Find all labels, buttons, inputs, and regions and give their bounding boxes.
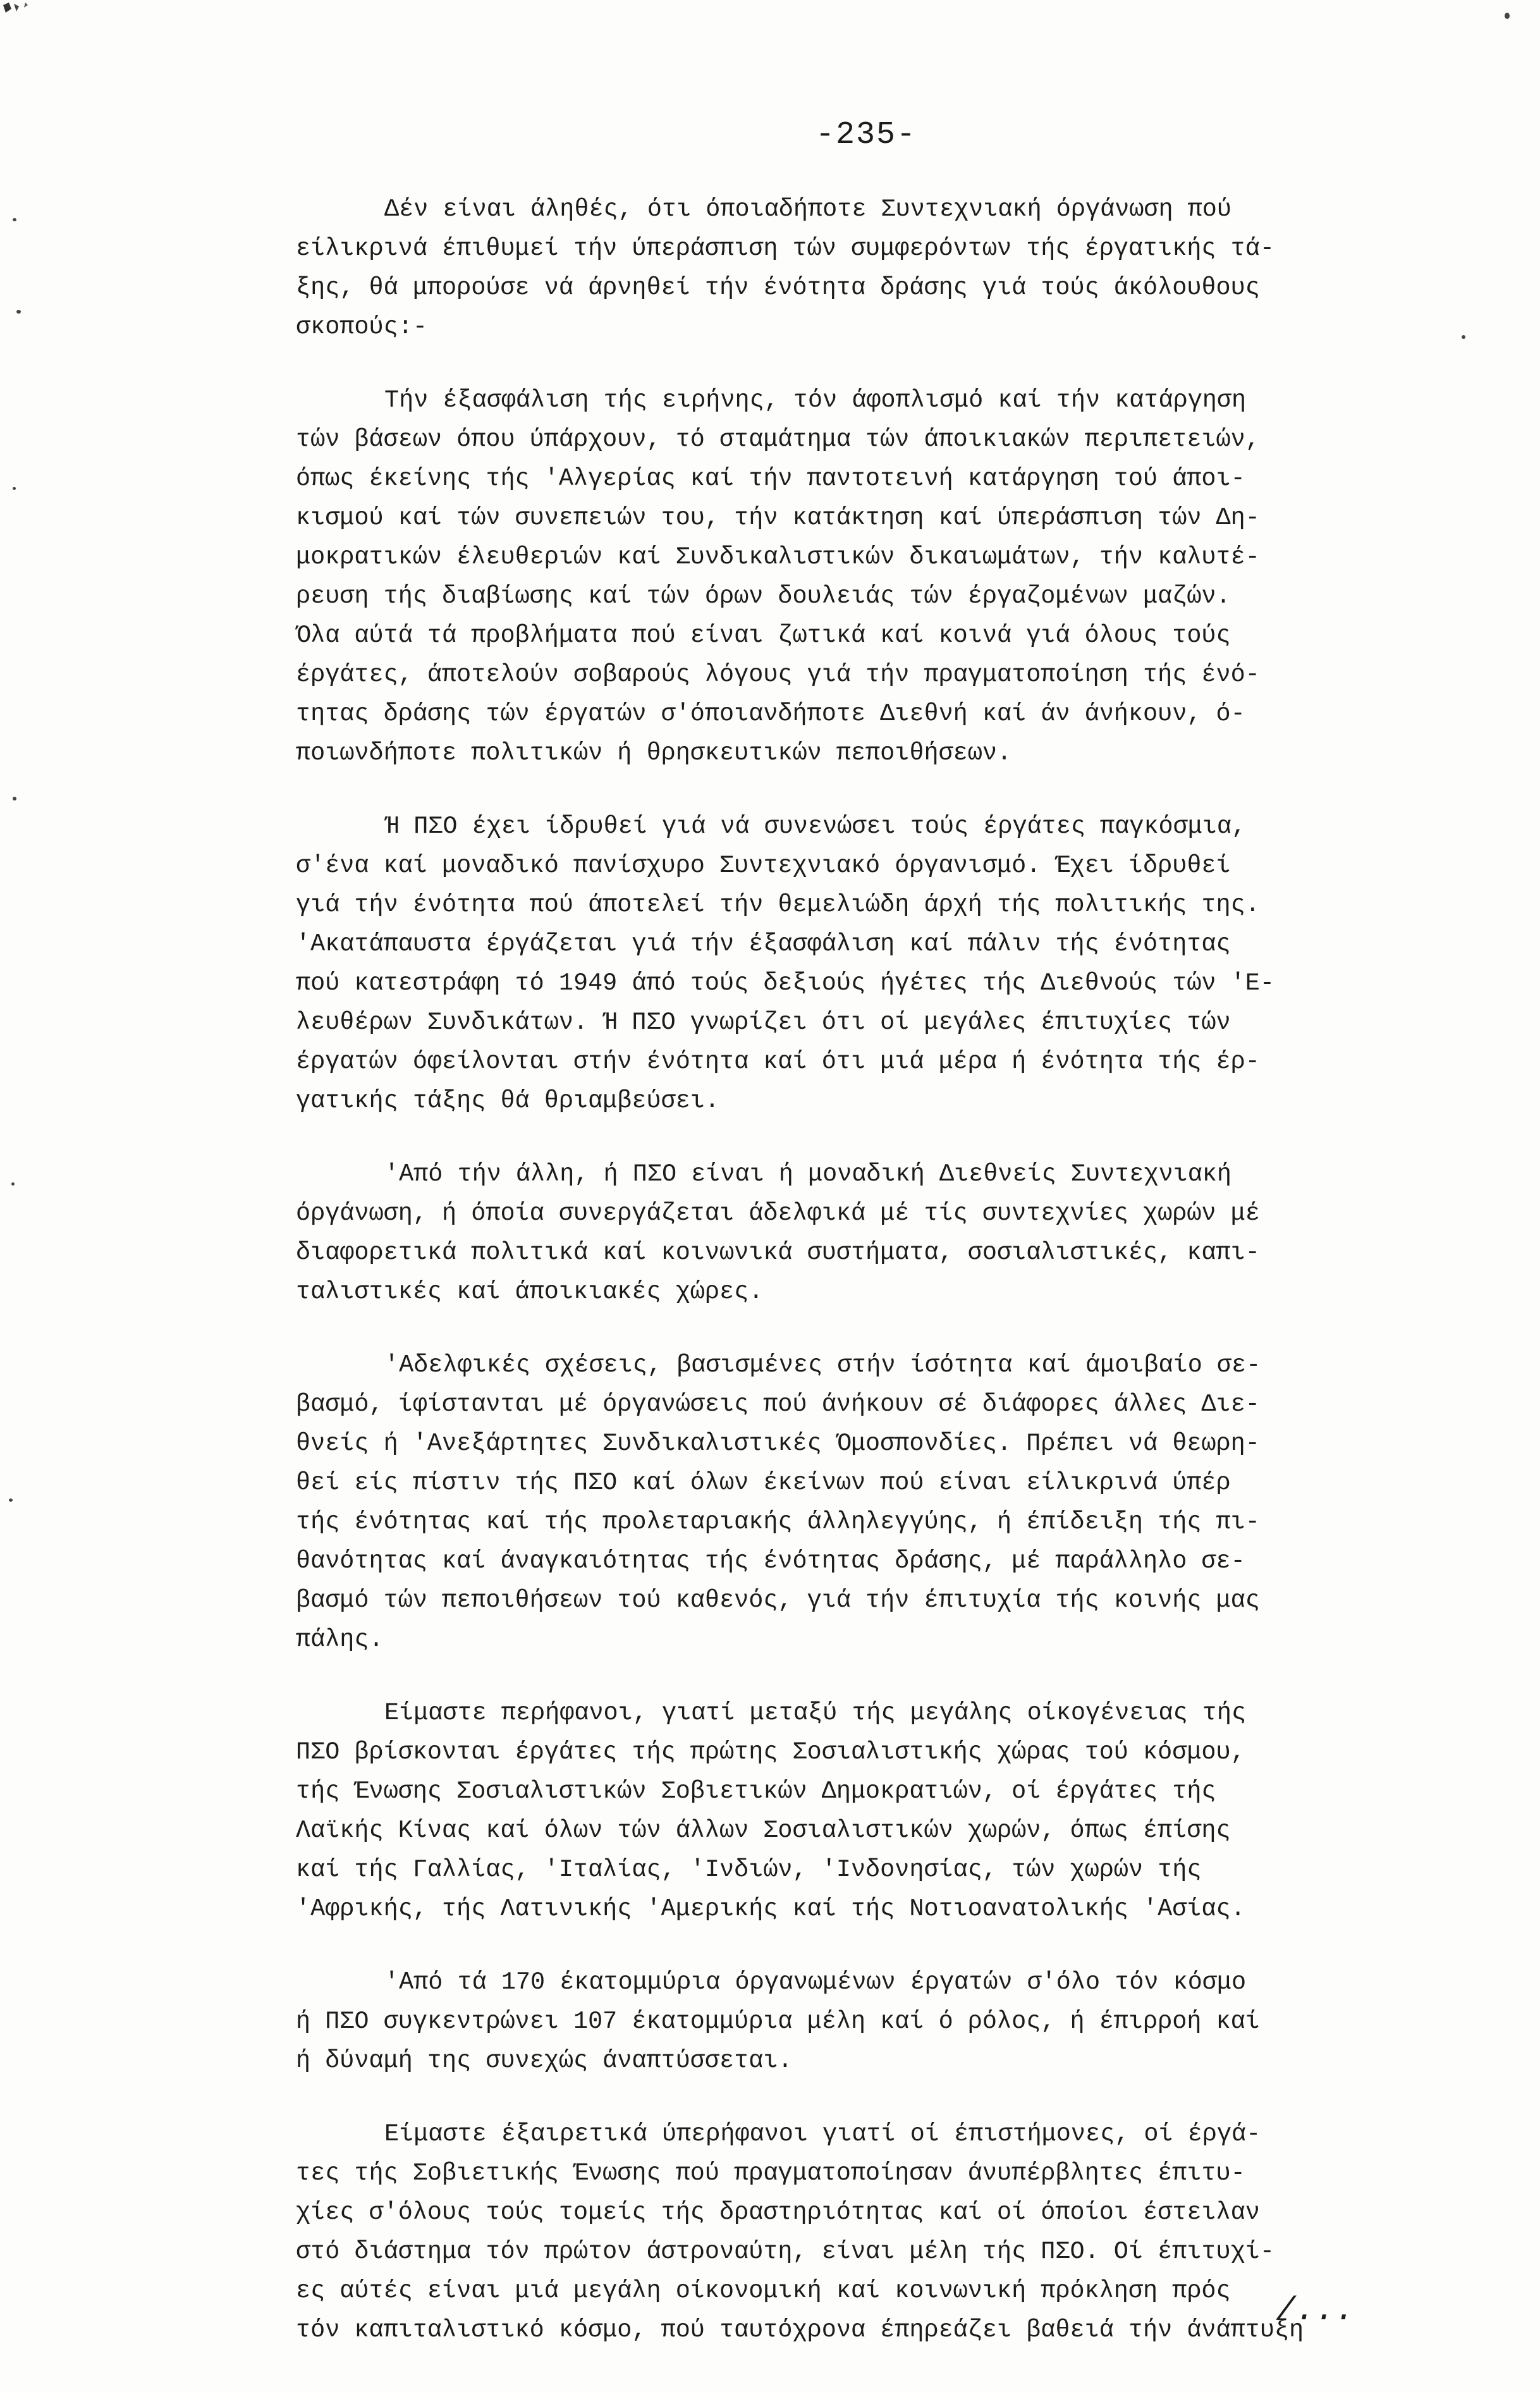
text-line: σ'ένα καί μοναδικό πανίσχυρο Συντεχνιακό όργανισμό. Έχει ίδρυθεί [296, 852, 1231, 880]
text-line: 'Αφρικής, τής Λατινικής 'Αμερικής καί τής Νοτιοανατολικής 'Ασίας. [296, 1895, 1245, 1923]
text-line: 'Αδελφικές σχέσεις, βασισμένες στήν ίσότητα καί άμοιβαίο σε- [384, 1351, 1261, 1379]
text-line: γιά τήν ένότητα πού άποτελεί τήν θεμελιώδη άρχή τής πολιτικής της. [296, 891, 1260, 919]
text-line: τόν καπιταλιστικό κόσμο, πού ταυτόχρονα έπηρεάζει βαθειά τήν άνάπτυξη [296, 2316, 1304, 2344]
text-line: λευθέρων Συνδικάτων. Ή ΠΣΟ γνωρίζει ότι οί μεγάλες έπιτυχίες τών [296, 1009, 1231, 1036]
text-line: τών βάσεων όπου ύπάρχουν, τό σταμάτημα τών άποικιακών περιπετειών, [296, 426, 1260, 453]
scan-speck [16, 310, 21, 314]
text-line: 'Ακατάπαυστα έργάζεται γιά τήν έξασφάλιση καί πάλιν τής ένότητας [296, 930, 1231, 958]
text-line: Τήν έξασφάλιση τής ειρήνης, τόν άφοπλισμό καί τήν κατάργηση [384, 386, 1247, 414]
text-line: βασμό, ίφίστανται μέ όργανώσεις πού άνήκουν σέ διάφορες άλλες Διε- [296, 1390, 1260, 1418]
scan-speck [11, 1182, 15, 1186]
text-line: θεί είς πίστιν τής ΠΣΟ καί όλων έκείνων πού είναι είλικρινά ύπέρ [296, 1469, 1231, 1497]
text-line: πού κατεστράφη τό 1949 άπό τούς δεξιούς ήγέτες τής Διεθνούς τών 'Ε- [296, 969, 1274, 997]
scan-speck [13, 797, 16, 800]
text-line: σκοπούς:- [296, 313, 427, 341]
text-line: τητας δράσης τών έργατών σ'όποιανδήποτε Διεθνή καί άν άνήκουν, ό- [296, 700, 1245, 728]
text-line: είλικρινά έπιθυμεί τήν ύπεράσπιση τών συμφερόντων τής έργατικής τά- [296, 235, 1274, 262]
text-line: καί τής Γαλλίας, 'Ιταλίας, 'Ινδιών, 'Ινδονησίας, τών χωρών τής [296, 1856, 1202, 1884]
text-line: κισμού καί τών συνεπειών του, τήν κατάκτηση καί ύπεράσπιση τών Δη- [296, 504, 1260, 532]
text-line: έργάτες, άποτελούν σοβαρούς λόγους γιά τήν πραγματοποίηση τής ένό- [296, 661, 1260, 689]
text-line: 'Από τήν άλλη, ή ΠΣΟ είναι ή μοναδική Διεθνείς Συντεχνιακή [384, 1160, 1232, 1188]
text-line: γατικής τάξης θά θριαμβεύσει. [296, 1087, 720, 1115]
paragraph [296, 1155, 1472, 1311]
paragraph [296, 1963, 1472, 2080]
continuation-mark: /... [1276, 2292, 1355, 2329]
text-line: θνείς ή 'Ανεξάρτητες Συνδικαλιστικές Όμοσπονδίες. Πρέπει νά θεωρη- [296, 1430, 1260, 1457]
text-line: Είμαστε περήφανοι, γιατί μεταξύ τής μεγάλης οίκογένειας τής [384, 1699, 1247, 1727]
text-line: ΠΣΟ βρίσκονται έργάτες τής πρώτης Σοσιαλιστικής χώρας τού κόσμου, [296, 1738, 1245, 1766]
scan-corner-mark [0, 0, 44, 38]
text-line: τής Ένωσης Σοσιαλιστικών Σοβιετικών Δημοκρατιών, οί έργάτες τής [296, 1777, 1216, 1805]
text-line: στό διάστημα τόν πρώτον άστροναύτη, είναι μέλη τής ΠΣΟ. Οί έπιτυχί- [296, 2238, 1274, 2266]
paragraph [296, 381, 1472, 773]
text-line: ποιωνδήποτε πολιτικών ή θρησκευτικών πεποιθήσεων. [296, 739, 1012, 767]
paragraph [296, 807, 1472, 1120]
text-line: ταλιστικές καί άποικιακές χώρες. [296, 1278, 764, 1306]
text-line: τες τής Σοβιετικής Ένωσης πού πραγματοποίησαν άνυπέρβλητες έπιτυ- [296, 2159, 1245, 2187]
text-line: πάλης. [296, 1626, 384, 1653]
text-line: θανότητας καί άναγκαιότητας τής ένότητας δράσης, μέ παράλληλο σε- [296, 1547, 1245, 1575]
text-line: χίες σ'όλους τούς τομείς τής δραστηριότητας καί οί όποίοι έστειλαν [296, 2199, 1260, 2226]
text-line: διαφορετικά πολιτικά καί κοινωνικά συστήματα, σοσιαλιστικές, καπι- [296, 1239, 1260, 1267]
text-line: Λαϊκής Κίνας καί όλων τών άλλων Σοσιαλιστικών χωρών, όπως έπίσης [296, 1817, 1231, 1844]
paragraph [296, 1693, 1472, 1929]
text-line: ή δύναμή της συνεχώς άναπτύσσεται. [296, 2047, 793, 2075]
text-line: έργατών όφείλονται στήν ένότητα καί ότι μιά μέρα ή ένότητα τής έρ- [296, 1048, 1260, 1076]
text-line: Όλα αύτά τά προβλήματα πού είναι ζωτικά καί κοινά γιά όλους τούς [296, 622, 1231, 649]
scan-speck [9, 1499, 13, 1502]
text-line: όπως έκείνης τής 'Αλγερίας καί τήν παντοτεινή κατάργηση τού άποι- [296, 465, 1245, 493]
scan-speck [1505, 13, 1510, 19]
text-line: βασμό τών πεποιθήσεων τού καθενός, γιά τήν έπιτυχία τής κοινής μας [296, 1586, 1260, 1614]
text-line: Δέν είναι άληθές, ότι όποιαδήποτε Συντεχνιακή όργάνωση πού [384, 195, 1232, 223]
text-line: τής ένότητας καί τής προλεταριακής άλληλεγγύης, ή έπίδειξη τής πι- [296, 1508, 1260, 1536]
text-line: ες αύτές είναι μιά μεγάλη οίκονομική καί κοινωνική πρόκληση πρός [296, 2277, 1231, 2305]
text-line: ρευση τής διαβίωσης καί τών όρων δουλειάς τών έργαζομένων μαζών. [296, 582, 1231, 610]
page-number: -235- [816, 117, 917, 153]
paragraph [296, 190, 1472, 347]
text-line: Είμαστε έξαιρετικά ύπερήφανοι γιατί οί έπιστήμονες, οί έργά- [384, 2120, 1261, 2148]
text-line: ξης, θά μπορούσε νά άρνηθεί τήν ένότητα δράσης γιά τούς άκόλουθους [296, 274, 1260, 302]
paragraph [296, 1346, 1472, 1659]
text-line: όργάνωση, ή όποία συνεργάζεται άδελφικά μέ τίς συντεχνίες χωρών μέ [296, 1199, 1260, 1227]
body-text [296, 190, 1472, 2384]
text-line: ή ΠΣΟ συγκεντρώνει 107 έκατομμύρια μέλη καί ό ρόλος, ή έπιρροή καί [296, 2008, 1260, 2035]
scan-speck [13, 487, 16, 490]
text-line: 'Από τά 170 έκατομμύρια όργανωμένων έργατών σ'όλο τόν κόσμο [384, 1968, 1247, 1996]
text-line: μοκρατικών έλευθεριών καί Συνδικαλιστικών δικαιωμάτων, τήν καλυτέ- [296, 543, 1260, 571]
text-line: Ή ΠΣΟ έχει ίδρυθεί γιά νά συνενώσει τούς έργάτες παγκόσμια, [384, 813, 1247, 840]
scan-speck [13, 218, 16, 221]
